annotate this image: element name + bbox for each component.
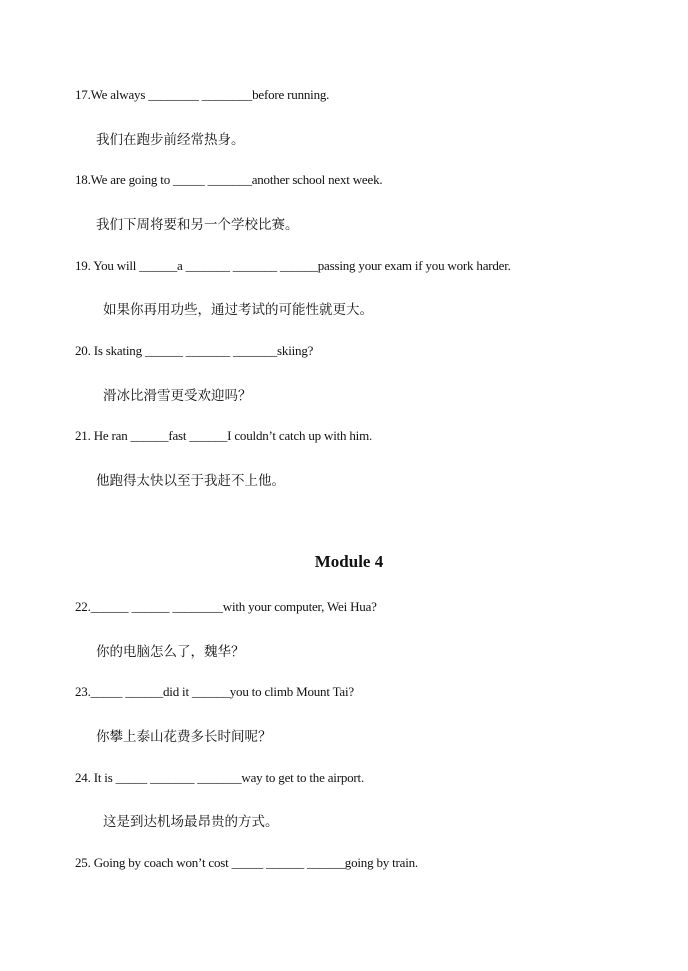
question-22: 22.______ ______ ________with your computer, Wei Hua? [75, 599, 377, 614]
question-20: 20. Is skating ______ _______ _______skiing? [75, 343, 314, 358]
question-19: 19. You will ______a _______ _______ ______passing your exam if you work harder. [75, 258, 511, 273]
module-heading: Module 4 [314, 552, 384, 571]
question-25: 25. Going by coach won’t cost _____ ______ ______going by train. [75, 855, 418, 870]
question-21: 21. He ran ______fast ______I couldn’t catch up with him. [75, 428, 373, 443]
question-23: 23._____ ______did it ______you to climb Mount Tai? [75, 684, 354, 699]
translation-22: 你的电脑怎么了，魏华？ [96, 644, 245, 660]
translation-17: 我们在跑步前经常热身。 [96, 132, 245, 148]
translation-24: 这是到达机场最昂贵的方式。 [103, 814, 279, 830]
translation-19: 如果你再用功些，通过考试的可能性就更大。 [103, 302, 373, 318]
question-18: 18.We are going to _____ _______another school next week. [75, 172, 383, 187]
translation-23: 你攀上泰山花费多长时间呢？ [96, 729, 272, 745]
translation-21: 他跑得太快以至于我赶不上他。 [96, 473, 285, 489]
question-24: 24. It is _____ _______ _______way to get to the airport. [75, 770, 365, 785]
question-17: 17.We always ________ ________before running. [75, 87, 330, 102]
translation-20: 滑冰比滑雪更受欢迎吗？ [103, 388, 252, 404]
translation-18: 我们下周将要和另一个学校比赛。 [96, 217, 299, 233]
